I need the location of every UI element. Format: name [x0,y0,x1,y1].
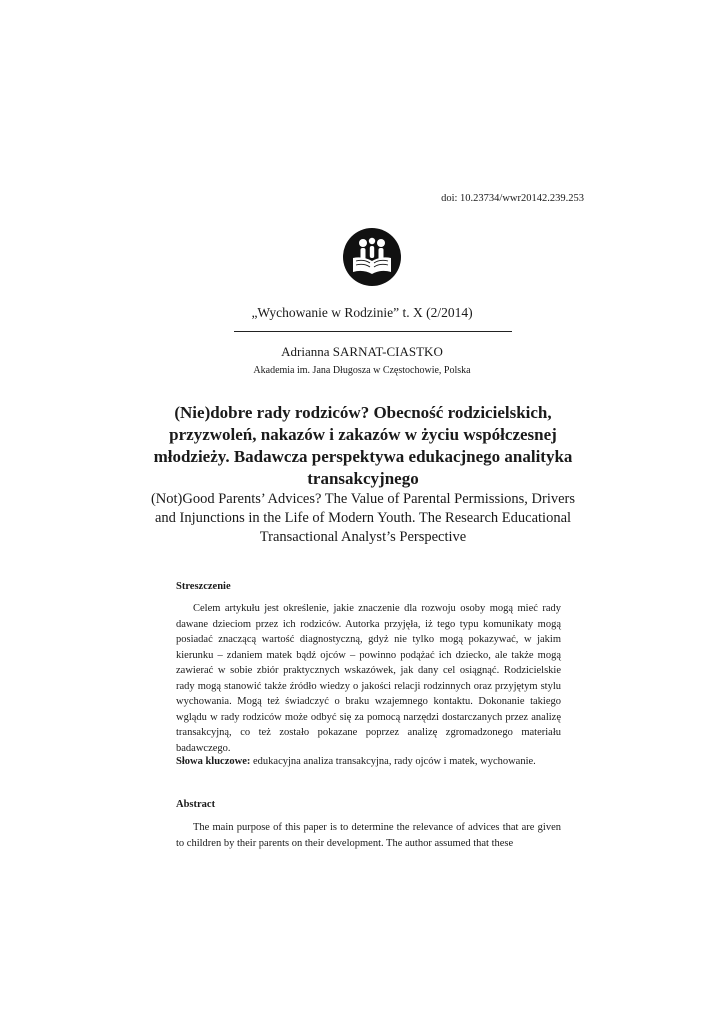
abstract-heading: Abstract [176,799,216,810]
keywords [176,754,561,769]
doi: doi: 10.23734/wwr20142.239.253 [441,193,584,204]
title-english: (Not)Good Parents’ Advices? The Value of Parental Permissions, Drivers and Injunctions in the Life of Modern Youth. The Research Educational Transactional Analyst’s Perspective [150,491,576,545]
title-polish: (Nie)dobre rady rodziców? Obecność rodzicielskich, przyzwoleń, nakazów i zakazów w życiu współczesnej młodzieży. Badawcza perspektywa edukacjnego analityka transakcyjnego [153,403,573,488]
affiliation: Akademia im. Jana Długosza w Częstochowie, Polska [253,365,471,376]
streszczenie-heading: Streszczenie [176,581,231,592]
keywords-text: edukacyjna analiza transakcyjna, rady ojców i matek, wychowanie. [250,756,536,767]
streszczenie-text: Celem artykułu jest określenie, jakie znaczenie dla rozwoju osoby mogą mieć rady dawane dzieciom przez ich rodziców. Autorka przyjęła, iż tego typu komunikaty mogą posiadać znaczącą wartość diagnostyczną, gdyż nie tylko mogą pokazywać, w jakim kierunku – zdaniem matek bądź ojców – powinno podążać ich dziecko, ale także mogą zawierać w sobie zbiór praktycznych wskazówek, jak dany cel osiągnąć. Rodzicielskie rady mogą stanowić także źródło wiedzy o jakości relacji rodzinnych oraz przyjętym stylu wychowania. Mogą też świadczyć o braku wzajemnego kontaktu. Dokonanie takiego wglądu w rady rodziców może odbyć się za pomocą narzędzi dostarczanych przez analizę transakcyjną, co też zostało pokazane poprzez analizę zgromadzonego materiału badawczego. [176,603,561,754]
keywords-label: Słowa kluczowe: [176,756,251,767]
journal-name: „Wychowanie w Rodzinie” t. X (2/2014) [251,305,473,320]
book-with-figures-icon [343,228,401,286]
divider [234,331,512,332]
author: Adrianna SARNAT-CIASTKO [281,344,443,359]
abstract-text: The main purpose of this paper is to determine the relevance of advices that are given to children by their parents on their development. The author assumed that these [176,822,561,849]
